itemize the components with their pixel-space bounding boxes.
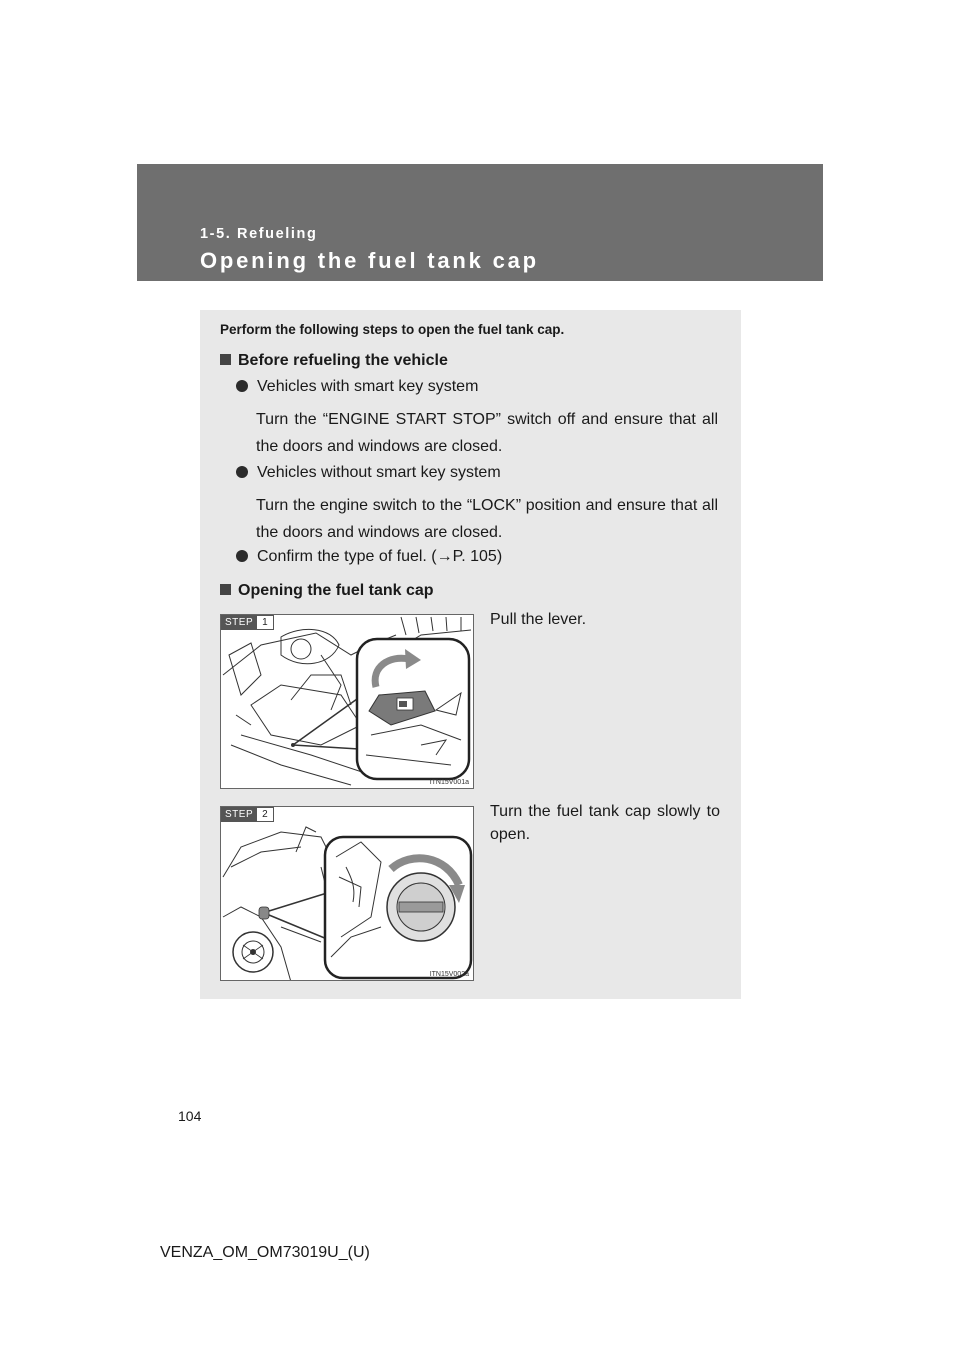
- bullet-fuel-type: Confirm the type of fuel. (→P. 105): [236, 548, 502, 566]
- page-number: 104: [178, 1108, 202, 1124]
- bullet-smart-key: Vehicles with smart key system: [236, 378, 478, 396]
- before-refueling-heading: Before refueling the vehicle: [220, 352, 448, 370]
- step-1-badge: STEP 1: [221, 615, 274, 630]
- no-smart-key-instruction: Turn the engine switch to the “LOCK” position and ensure that all the doors and windows are closed.: [256, 497, 718, 541]
- square-bullet-icon: [220, 584, 231, 595]
- round-bullet-icon: [236, 550, 248, 562]
- lever-illustration: [221, 615, 474, 789]
- smart-key-instruction: Turn the “ENGINE START STOP” switch off and ensure that all the doors and windows are closed.: [256, 411, 718, 455]
- round-bullet-icon: [236, 466, 248, 478]
- step-1-figure: [220, 614, 474, 789]
- document-id: VENZA_OM_OM73019U_(U): [160, 1244, 370, 1261]
- step-1-text: Pull the lever.: [490, 611, 587, 628]
- content-box: [200, 310, 741, 999]
- intro-text: Perform the following steps to open the fuel tank cap.: [220, 322, 565, 337]
- step-2-figure: [220, 806, 474, 981]
- square-bullet-icon: [220, 354, 231, 365]
- section-header: [137, 164, 823, 281]
- section-label: 1-5. Refueling: [200, 226, 318, 242]
- figure-code: ITN15V001a: [429, 779, 469, 786]
- page-title: Opening the fuel tank cap: [200, 248, 539, 273]
- opening-heading: Opening the fuel tank cap: [220, 582, 434, 600]
- figure-code: ITN15V002a: [429, 971, 469, 978]
- step-2-text: Turn the fuel tank cap slowly to open.: [490, 803, 720, 843]
- round-bullet-icon: [236, 380, 248, 392]
- fuel-cap-illustration: [221, 807, 474, 981]
- bullet-no-smart-key: Vehicles without smart key system: [236, 464, 501, 482]
- step-2-badge: STEP 2: [221, 807, 274, 822]
